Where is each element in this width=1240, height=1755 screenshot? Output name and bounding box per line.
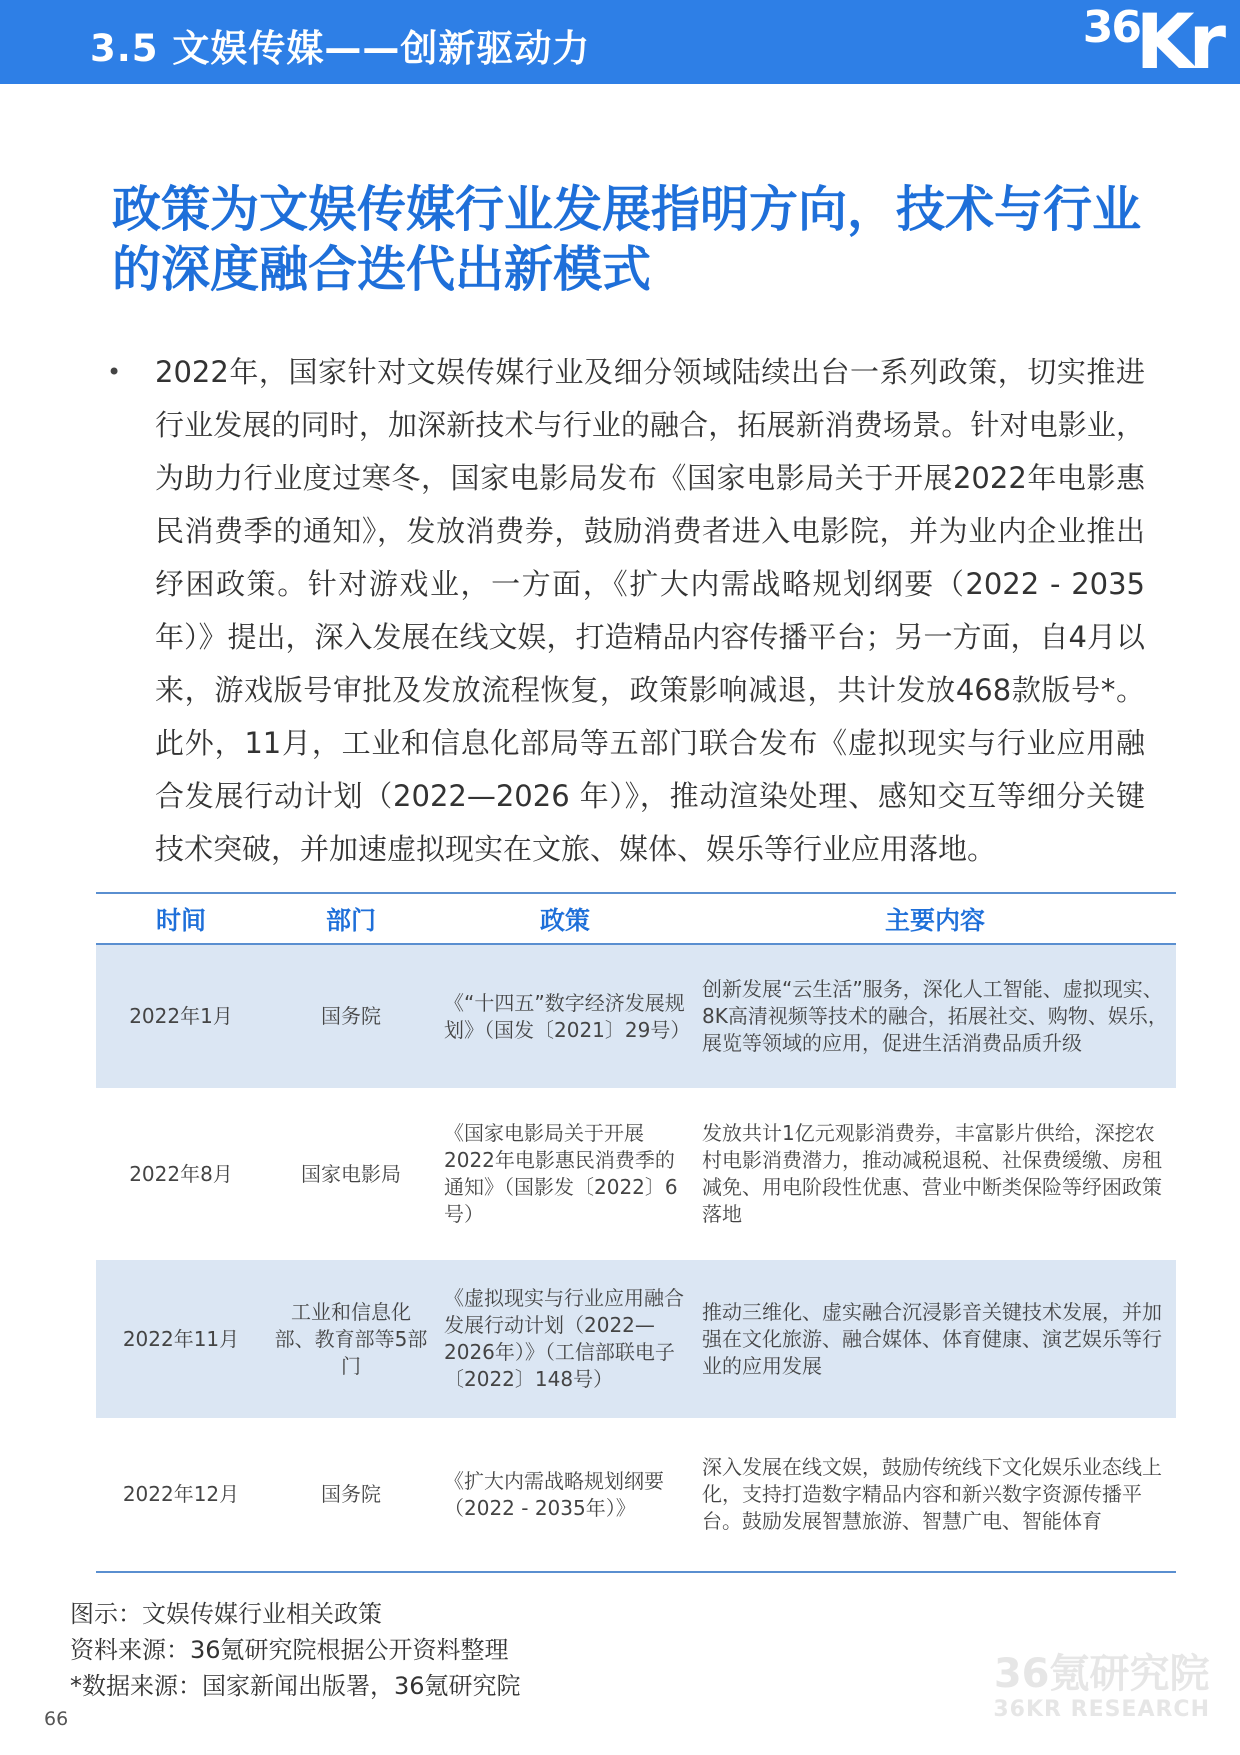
header-time: 时间 xyxy=(96,893,266,944)
cell-content: 创新发展“云生活”服务，深化人工智能、虚拟现实、8K高清视频等技术的融合，拓展社交、购物、娱乐，展览等领域的应用，促进生活消费品质升级 xyxy=(694,944,1176,1088)
cell-time: 2022年12月 xyxy=(96,1418,266,1572)
page-number: 66 xyxy=(44,1708,69,1730)
header-bar xyxy=(0,0,1240,84)
logo-digits: 36 xyxy=(1082,2,1140,53)
cell-content: 发放共计1亿元观影消费券，丰富影片供给，深挖农村电影消费潜力，推动减税退税、社保费缓缴、房租减免、用电阶段性优惠、营业中断类保险等纾困政策落地 xyxy=(702,1121,1162,1226)
table-row xyxy=(96,944,1176,1088)
header-content: 主要内容 xyxy=(694,893,1176,944)
cell-department: 国家电影局 xyxy=(301,1161,401,1186)
cell-content: 深入发展在线文娱，鼓励传统线下文化娱乐业态线上化，支持打造数字精品内容和新兴数字资源传播平台。鼓励发展智慧旅游、智慧广电、智能体育 xyxy=(694,1418,1176,1572)
caption-source: 资料来源：36氪研究院根据公开资料整理 xyxy=(70,1636,509,1664)
header-policy: 政策 xyxy=(436,893,694,944)
cell-content: 推动三维化、虚实融合沉浸影音关键技术发展，并加强在文化旅游、融合媒体、体育健康、演艺娱乐等行业的应用发展 xyxy=(694,1260,1176,1418)
cell-policy: 《虚拟现实与行业应用融合发展行动计划（2022—2026年）》（工信部联电子〔2022〕148号） xyxy=(436,1260,694,1418)
cell-time: 2022年1月 xyxy=(96,944,266,1088)
cell-policy: 《扩大内需战略规划纲要（2022 - 2035年）》 xyxy=(436,1418,694,1572)
watermark-logo xyxy=(993,1652,1210,1724)
cell-department: 国务院 xyxy=(266,944,436,1088)
watermark-line1: 36氪研究院 xyxy=(993,1651,1210,1697)
cell-policy: 《“十四五”数字经济发展规划》（国发〔2021〕29号） xyxy=(436,944,694,1088)
cell-department: 国务院 xyxy=(266,1418,436,1572)
bullet-icon: • xyxy=(107,358,122,386)
table-row xyxy=(96,1260,1176,1418)
cell-department: 工业和信息化部、教育部等5部门 xyxy=(266,1260,436,1418)
policy-table xyxy=(96,892,1176,1573)
caption-data-source: *数据来源：国家新闻出版署，36氪研究院 xyxy=(70,1672,521,1700)
caption-figure: 图示：文娱传媒行业相关政策 xyxy=(70,1600,382,1628)
page-title: 政策为文娱传媒行业发展指明方向，技术与行业的深度融合迭代出新模式 xyxy=(112,181,1142,298)
watermark-line2: 36KR RESEARCH xyxy=(993,1697,1210,1722)
table-row xyxy=(96,1418,1176,1572)
table-header-row xyxy=(96,893,1176,944)
figure-caption xyxy=(70,1596,521,1704)
table-row xyxy=(96,1088,1176,1260)
section-title: 3.5 文娱传媒——创新驱动力 xyxy=(90,27,591,70)
body-paragraph: 2022年，国家针对文娱传媒行业及细分领域陆续出台一系列政策，切实推进行业发展的同时，加深新技术与行业的融合，拓展新消费场景。针对电影业，为助力行业度过寒冬，国家电影局发布《国家电影局关于开展2022年电影惠民消费季的通知》，发放消费券，鼓励消费者进入电影院，并为业内企业推出纾困政策。针对游戏业，一方面，《扩大内需战略规划纲要（2022 - 2035年）》提出，深入发展在线文娱，打造精品内容传播平台；另一方面，自4月以来，游戏版号审批及发放流程恢复，政策影响减退，共计发放468款版号*。此外，11月，工业和信息化部局等五部门联合发布《虚拟现实与行业应用融合发展行动计划（2022—2026 年）》，推动渲染处理、感知交互等细分关键技术突破，并加速虚拟现实在文旅、媒体、娱乐等行业应用落地。 xyxy=(155,355,1145,866)
header-department: 部门 xyxy=(266,893,436,944)
cell-time: 2022年8月 xyxy=(129,1161,233,1186)
cell-policy: 《国家电影局关于开展2022年电影惠民消费季的通知》（国影发〔2022〕6号） xyxy=(444,1121,678,1226)
logo-letters: Kr xyxy=(1135,0,1220,86)
cell-time: 2022年11月 xyxy=(96,1260,266,1418)
